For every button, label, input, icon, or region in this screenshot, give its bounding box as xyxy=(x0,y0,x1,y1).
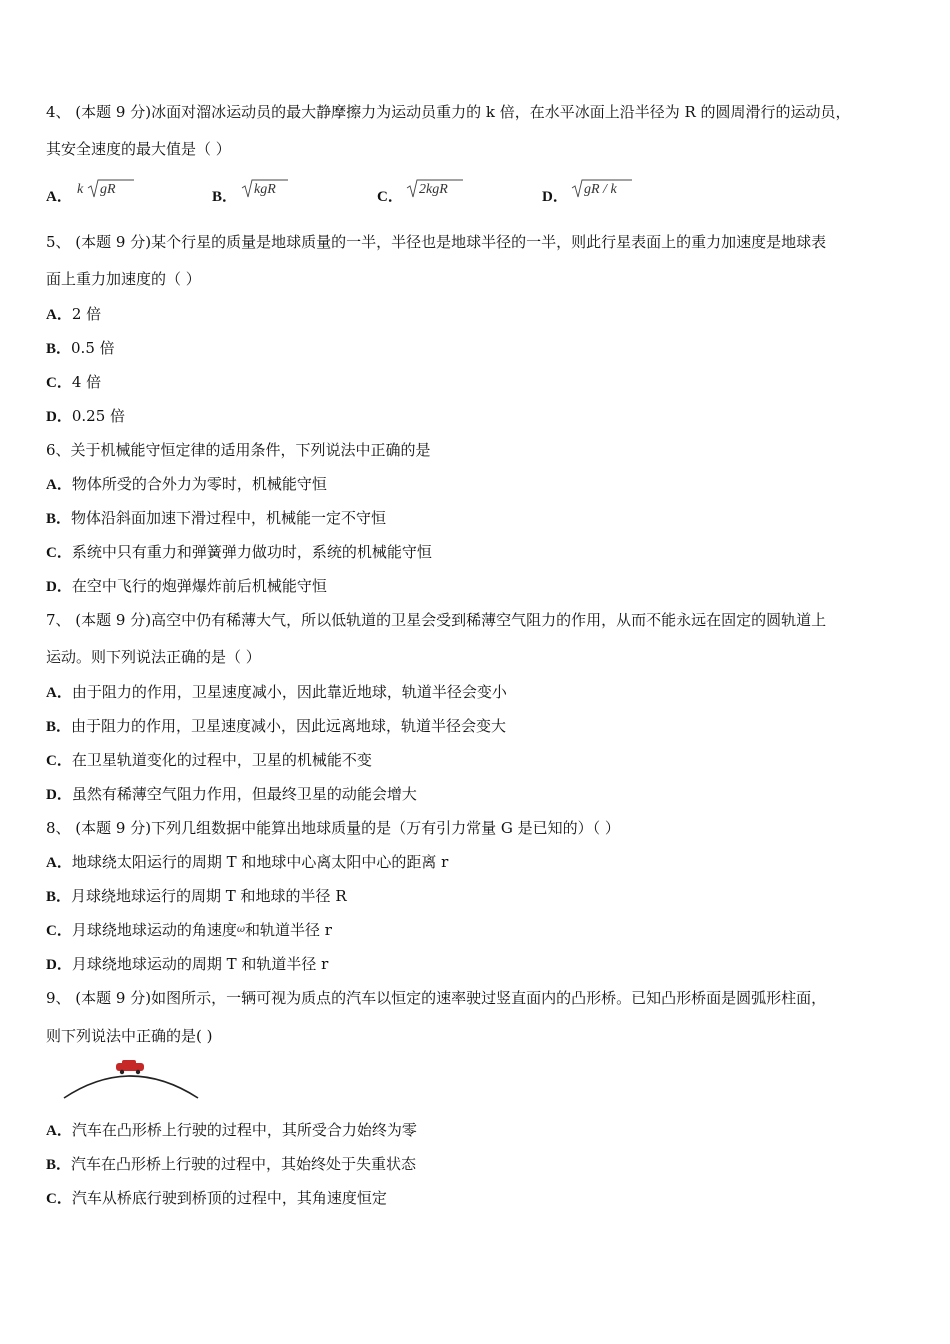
q5-option-b xyxy=(46,338,115,359)
q4-stem-line2: 其安全速度的最大值是（ ） xyxy=(46,140,231,158)
q5-option-c-label: C． xyxy=(46,375,72,391)
q5-option-a-label: A． xyxy=(46,307,72,323)
q7-stem-line2: 运动。则下列说法正确的是（ ） xyxy=(46,648,261,666)
q8-option-b-text: 月球绕地球运行的周期 T 和地球的半径 R xyxy=(71,887,347,905)
bridge-arc xyxy=(64,1076,198,1098)
q4-d-radicand: gR / k xyxy=(584,182,617,197)
q9-option-b-label: B． xyxy=(46,1157,72,1173)
q9-option-a-label: A． xyxy=(46,1123,72,1139)
q4-options xyxy=(46,176,766,206)
q9-option-c-text: 汽车从桥底行驶到桥顶的过程中，其角速度恒定 xyxy=(71,1189,387,1207)
q7-option-b xyxy=(46,716,506,737)
q8-option-c xyxy=(46,920,332,941)
q5-option-d xyxy=(46,406,125,427)
q4-option-d-label: D． xyxy=(542,189,568,205)
q8-option-c-text: 月球绕地球运动的角速度 xyxy=(71,921,237,939)
q5-option-c-text: 4 倍 xyxy=(71,373,102,391)
q6-option-c-label: C． xyxy=(46,545,72,561)
q7-option-c-label: C． xyxy=(46,753,72,769)
q5-option-d-label: D． xyxy=(46,409,72,425)
car-icon xyxy=(116,1060,144,1074)
q4-a-radicand: gR xyxy=(100,182,116,197)
q6-option-a xyxy=(46,474,327,495)
q6-option-b xyxy=(46,508,386,529)
q8-option-d xyxy=(46,954,328,975)
q6-option-d-text: 在空中飞行的炮弹爆炸前后机械能守恒 xyxy=(71,577,327,595)
q7-option-a-label: A． xyxy=(46,685,72,701)
q7-option-d-text: 虽然有稀薄空气阻力作用，但最终卫星的动能会增大 xyxy=(71,785,417,803)
q6-option-c xyxy=(46,542,432,563)
q4-option-b-label: B． xyxy=(212,189,238,205)
q5-stem-line1: 5、 (本题 9 分)某个行星的质量是地球质量的一半，半径也是地球半径的一半，则此行星表面上的重力加速度是地球表 xyxy=(46,233,827,251)
q4-option-c-formula xyxy=(405,176,495,206)
q8-option-c-text-after: 和轨道半径 r xyxy=(245,921,332,939)
q9-option-c-label: C． xyxy=(46,1191,72,1207)
q7-option-a-text: 由于阻力的作用，卫星速度减小，因此靠近地球，轨道半径会变小 xyxy=(71,683,507,701)
q7-option-a xyxy=(46,682,507,703)
q8-stem: 8、 (本题 9 分)下列几组数据中能算出地球质量的是（万有引力常量 G 是已知的）（ ） xyxy=(46,819,620,837)
q4-c-radicand: 2kgR xyxy=(419,182,448,197)
q9-option-a-text: 汽车在凸形桥上行驶的过程中，其所受合力始终为零 xyxy=(71,1121,417,1139)
q9-option-c xyxy=(46,1188,387,1209)
q4-option-a-formula xyxy=(74,176,154,206)
q7-stem-line1: 7、 (本题 9 分)高空中仍有稀薄大气，所以低轨道的卫星会受到稀薄空气阻力的作用，从而不能永远在固定的圆轨道上 xyxy=(46,611,827,629)
q8-option-a xyxy=(46,852,448,873)
q8-option-c-label: C． xyxy=(46,923,72,939)
q4-option-b-formula xyxy=(240,176,320,206)
q6-option-b-text: 物体沿斜面加速下滑过程中，机械能一定不守恒 xyxy=(71,509,387,527)
q9-option-a xyxy=(46,1120,417,1141)
q9-option-b xyxy=(46,1154,416,1175)
q8-option-a-label: A． xyxy=(46,855,72,871)
q4-option-d-formula xyxy=(570,176,670,206)
q6-option-d-label: D． xyxy=(46,579,72,595)
q5-option-b-label: B． xyxy=(46,341,72,357)
q7-option-b-text: 由于阻力的作用，卫星速度减小，因此远离地球，轨道半径会变大 xyxy=(71,717,507,735)
q5-option-a-text: 2 倍 xyxy=(71,305,102,323)
q4-option-a-label: A． xyxy=(46,189,72,205)
q4-a-coefficient: k xyxy=(77,182,84,197)
q5-option-a xyxy=(46,304,101,325)
convex-bridge-figure xyxy=(60,1058,205,1103)
q8-option-d-label: D． xyxy=(46,957,72,973)
q7-option-c-text: 在卫星轨道变化的过程中，卫星的机械能不变 xyxy=(71,751,372,769)
q6-option-c-text: 系统中只有重力和弹簧弹力做功时，系统的机械能守恒 xyxy=(71,543,432,561)
q6-option-d xyxy=(46,576,327,597)
q9-stem-line2: 则下列说法中正确的是( ) xyxy=(46,1027,213,1045)
q4-stem-line1: 4、 (本题 9 分)冰面对溜冰运动员的最大静摩擦力为运动员重力的 k 倍，在水平冰面上沿半径为 R 的圆周滑行的运动员， xyxy=(46,103,851,121)
q5-option-b-text: 0.5 倍 xyxy=(71,339,115,357)
q8-option-b xyxy=(46,886,347,907)
q8-option-a-text: 地球绕太阳运行的周期 T 和地球中心离太阳中心的距离 r xyxy=(71,853,449,871)
q4-b-radicand: kgR xyxy=(254,182,276,197)
q6-stem: 6、关于机械能守恒定律的适用条件，下列说法中正确的是 xyxy=(46,441,431,459)
q5-option-c xyxy=(46,372,101,393)
q5-stem-line2: 面上重力加速度的（ ） xyxy=(46,270,201,288)
q7-option-d-label: D． xyxy=(46,787,72,803)
q8-option-b-label: B． xyxy=(46,889,72,905)
q9-option-b-text: 汽车在凸形桥上行驶的过程中，其始终处于失重状态 xyxy=(71,1155,417,1173)
q7-option-c xyxy=(46,750,372,771)
q6-option-a-text: 物体所受的合外力为零时，机械能守恒 xyxy=(71,475,327,493)
q5-option-d-text: 0.25 倍 xyxy=(71,407,126,425)
q4-option-c-label: C． xyxy=(377,189,403,205)
q6-option-a-label: A． xyxy=(46,477,72,493)
omega-symbol: ω xyxy=(236,924,246,935)
q7-option-d xyxy=(46,784,417,805)
q7-option-b-label: B． xyxy=(46,719,72,735)
q6-option-b-label: B． xyxy=(46,511,72,527)
q9-stem-line1: 9、 (本题 9 分)如图所示，一辆可视为质点的汽车以恒定的速率驶过竖直面内的凸形桥。已知凸形桥面是圆弧形柱面， xyxy=(46,989,827,1007)
q8-option-d-text: 月球绕地球运动的周期 T 和轨道半径 r xyxy=(71,955,329,973)
